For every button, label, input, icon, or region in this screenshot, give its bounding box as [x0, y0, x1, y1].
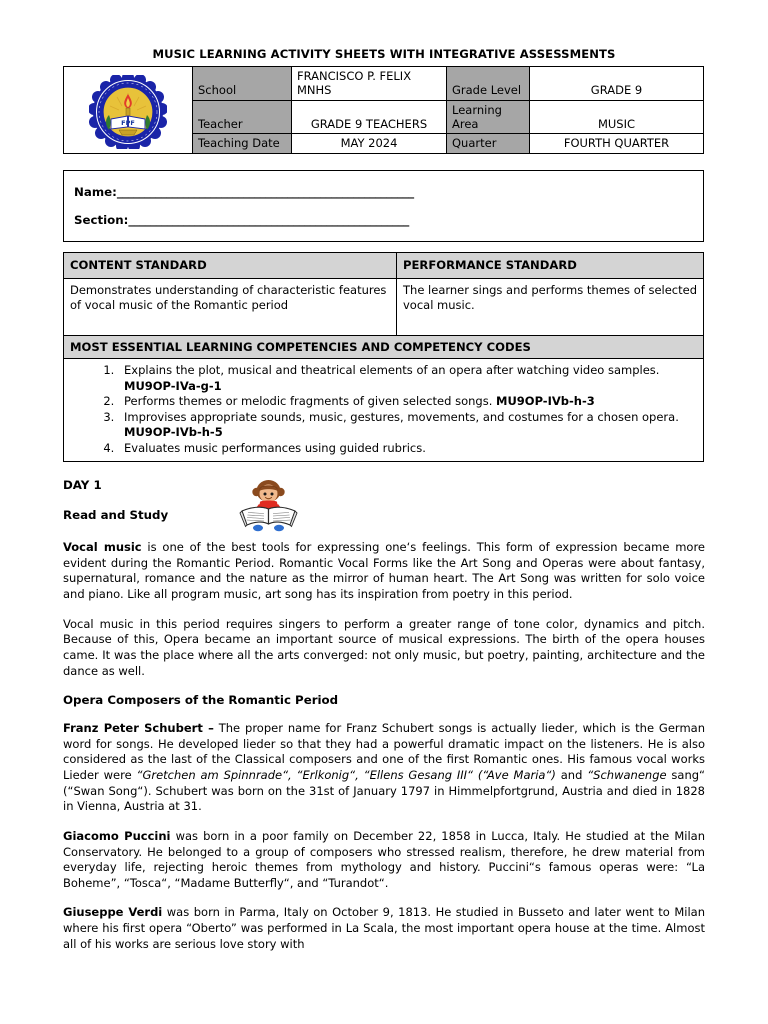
melc-item-code: MU9OP-IVb-h-5 [124, 425, 223, 440]
vocal-music-text: is one of the best tools for expressing one‘s feelings. This form of expression became more evident during the Romantic Period. Romantic Vocal Forms like the Art Song and Operas were about fantasy, supernatural, romance and the nature as the mirror of human heart. The Art Song was written for solo voice and piano. Like all program music, art song has its inspiration from poetry in this period. [63, 540, 705, 602]
verdi-text: was born in Parma, Italy on October 9, 1813. He studied in Busseto and later went to Milan where his first opera “Oberto” was performed in La Scala, the most important opera house at the time. Almost all of his works are serious love story with [63, 905, 705, 951]
schubert-works-2: “Schwanenge [587, 768, 667, 783]
melc-item-code: MU9OP-IVa-g-1 [124, 378, 222, 393]
content-standard-header: CONTENT STANDARD [64, 252, 397, 278]
list-item [118, 363, 695, 394]
content-standard-text: Demonstrates understanding of characteristic features of vocal music of the Romantic period [64, 279, 397, 336]
label-teaching-date: Teaching Date [193, 134, 292, 153]
table-header-row [64, 336, 704, 359]
performance-standard-text: The learner sings and performs themes of selected vocal music. [397, 279, 704, 336]
name-field-row [64, 185, 703, 199]
label-learning-area: Learning Area [447, 100, 530, 134]
label-school: School [193, 66, 292, 100]
school-seal-icon [89, 75, 167, 149]
melc-table [63, 335, 704, 462]
paragraph-vocal-music [63, 540, 705, 603]
student-identity-box [63, 170, 704, 242]
value-school: FRANCISCO P. FELIX MNHS [292, 66, 447, 100]
name-input-rule[interactable]: ______________________________________________________ [116, 184, 414, 199]
performance-standard-header: PERFORMANCE STANDARD [397, 252, 704, 278]
schubert-text-c: sang“ (“Swan Song“). Schubert was born on the 31st of January 1797 in Himmelpfortgrund, Austria and died in 1828 in Vienna, Austria at 31. [63, 768, 705, 814]
list-item [118, 441, 695, 457]
list-item [118, 394, 695, 410]
section-field-row [64, 213, 703, 227]
paragraph-opera-houses: Vocal music in this period requires singers to perform a greater range of tone color, dynamics and pitch. Because of this, Opera became an important source of musical expressions. The birth of the opera houses came. It was the place where all the arts converged: not only music, but poetry, painting, architecture and the dance as well. [63, 616, 705, 678]
melc-item-code: MU9OP-IVb-h-3 [496, 394, 595, 409]
vocal-music-bold: Vocal music [63, 540, 142, 555]
value-quarter: FOURTH QUARTER [530, 134, 704, 153]
subheading-opera-composers: Opera Composers of the Romantic Period [63, 693, 339, 708]
table-header-row [64, 252, 704, 278]
puccini-name: Giacomo Puccini [63, 828, 171, 843]
paragraph-puccini [63, 829, 705, 892]
svg-text:FPF: FPF [121, 118, 135, 127]
value-teaching-date: MAY 2024 [292, 134, 447, 153]
melc-item-text: Evaluates music performances using guided rubrics. [124, 440, 426, 455]
paragraph-schubert [63, 721, 705, 815]
label-teacher: Teacher [193, 100, 292, 134]
verdi-name: Giuseppe Verdi [63, 905, 163, 920]
schubert-text-b: and [555, 768, 588, 783]
melc-body-cell [64, 359, 704, 462]
day-label: DAY 1 [63, 478, 102, 493]
schubert-name: Franz Peter Schubert – [63, 721, 214, 736]
paragraph-verdi [63, 905, 705, 952]
melc-item-text: Performs themes or melodic fragments of given selected songs. [124, 394, 497, 409]
page-content [63, 48, 705, 966]
page-title: MUSIC LEARNING ACTIVITY SHEETS WITH INTEGRATIVE ASSESSMENTS [152, 47, 616, 61]
section-input-rule[interactable]: ___________________________________________________ [128, 212, 409, 227]
read-and-study-label: Read and Study [63, 508, 169, 523]
value-grade-level: GRADE 9 [530, 66, 704, 100]
schubert-text-a: The proper name for Franz Schubert songs is actually lieder, which is the German word for songs. He developed lieder so that they had a powerful dramatic impact on the listeners. He is also considered as the last of the Classical composers and one of the first Romantic ones. His famous vocal works Lieder were [63, 721, 705, 783]
standards-table [63, 252, 704, 336]
name-label: Name: [74, 184, 117, 199]
child-reading-book-icon [226, 478, 311, 536]
day-section [63, 478, 705, 540]
section-label: Section: [74, 212, 129, 227]
list-item [118, 410, 695, 441]
value-learning-area: MUSIC [530, 100, 704, 134]
schubert-works-1: “Gretchen am Spinnrade“, “Erlkonig“, “Ellens Gesang III“ (“Ave Maria“) [136, 768, 556, 783]
school-logo-cell [64, 66, 193, 153]
label-quarter: Quarter [447, 134, 530, 153]
melc-list [72, 363, 695, 456]
melc-item-text: Explains the plot, musical and theatrical elements of an opera after watching video samples. [124, 363, 660, 378]
melc-item-text: Improvises appropriate sounds, music, gestures, movements, and costumes for a chosen opera. [124, 409, 679, 424]
header-info-table [63, 66, 704, 154]
value-teacher: GRADE 9 TEACHERS [292, 100, 447, 134]
label-grade-level: Grade Level [447, 66, 530, 100]
table-row [64, 359, 704, 462]
melc-header: MOST ESSENTIAL LEARNING COMPETENCIES AND COMPETENCY CODES [64, 336, 704, 359]
table-row [64, 66, 704, 100]
puccini-text: was born in a poor family on December 22, 1858 in Lucca, Italy. He studied at the Milan Conservatory. He belonged to a group of composers who stressed realism, therefore, he drew material from everyday life, rejecting heroic themes from mythology and history. Puccini“s famous operas were: “La Boheme”, “Tosca“, “Madame Butterfly“, and “Turandot“. [63, 828, 705, 890]
table-row [64, 279, 704, 336]
